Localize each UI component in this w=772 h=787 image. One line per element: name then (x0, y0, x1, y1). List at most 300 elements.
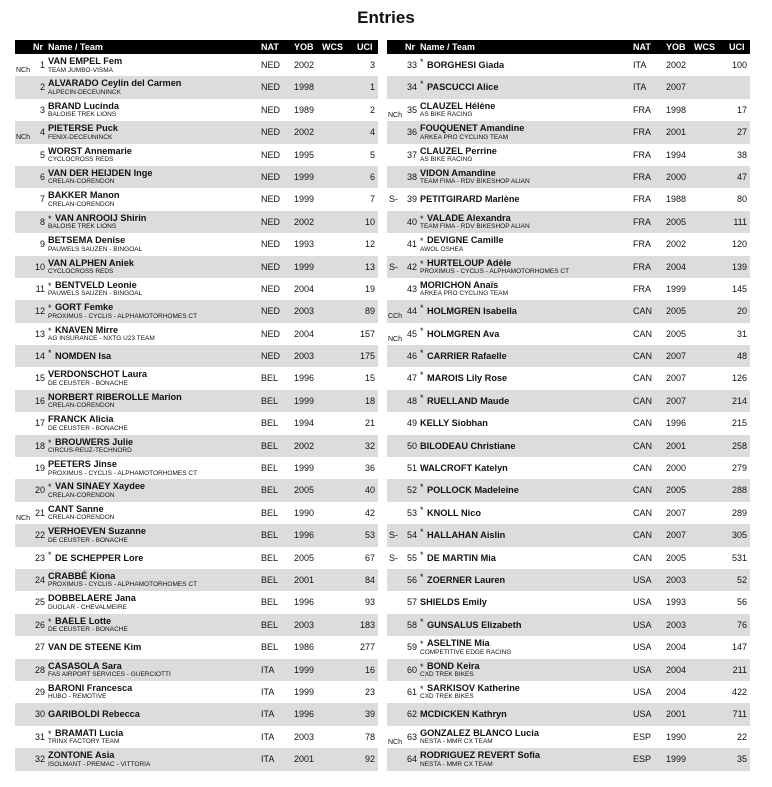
table-row (387, 659, 750, 681)
row-uci: 12 (364, 239, 375, 250)
row-uci: 2 (369, 104, 375, 115)
rider-name: BAELE Lotte (55, 615, 112, 626)
row-nat: USA (633, 642, 652, 653)
rider-name: CASASOLA Sara (48, 660, 122, 671)
row-uci: 93 (364, 597, 375, 608)
rider-team: CYCLOCROSS REDS (48, 268, 114, 276)
row-yob: 2004 (294, 283, 315, 294)
rider-team: DE CEUSTER - BONACHE (48, 379, 128, 387)
row-nat: NED (261, 283, 281, 294)
row-nr: 29 (34, 686, 45, 697)
row-nr: 38 (406, 171, 417, 182)
rider-name: ASELTINE Mia (427, 638, 490, 649)
table-row (387, 256, 750, 278)
rider-name: FRANCK Alicia (48, 414, 114, 425)
rider-team: TEAM FIMA - RDV BIKESHOP ALIAN (420, 223, 530, 231)
rider-name: SARKISOV Katherine (427, 682, 520, 693)
row-star: * (420, 303, 424, 314)
row-nat: BEL (261, 530, 279, 541)
row-status: S- (389, 530, 398, 541)
rider-name: RODRIGUEZ REVERT Sofia (420, 750, 540, 761)
rider-name: HURTELOUP Adèle (427, 257, 512, 268)
row-nr: 53 (406, 507, 417, 518)
row-nat: NED (261, 149, 281, 160)
row-uci: 10 (364, 216, 375, 227)
table-row (387, 367, 750, 389)
row-uci: 42 (364, 507, 375, 518)
rider-name: CLAUZEL Perrine (420, 145, 497, 156)
row-status: S- (389, 194, 398, 205)
row-nat: FRA (633, 239, 651, 250)
row-nr: 58 (406, 619, 417, 630)
row-nat: FRA (633, 104, 651, 115)
row-yob: 2001 (294, 574, 315, 585)
table-row (15, 726, 378, 748)
row-yob: 1993 (294, 239, 315, 250)
row-nat: NED (261, 351, 281, 362)
row-uci: 258 (731, 440, 747, 451)
row-star: * (420, 325, 424, 336)
rider-name: BARONI Francesca (48, 682, 133, 693)
row-yob: 2007 (666, 351, 687, 362)
row-yob: 2007 (666, 82, 687, 93)
row-nr: 24 (34, 574, 45, 585)
rider-name: BETSEMA Denise (48, 235, 126, 246)
rider-name: PETITGIRARD Marlène (420, 194, 520, 205)
row-uci: 15 (364, 373, 375, 384)
row-nr: 22 (34, 530, 45, 541)
row-star: * (48, 280, 52, 291)
row-nr: 3 (39, 104, 45, 115)
row-nat: ITA (261, 754, 275, 765)
rider-team: FAS AIRPORT SERVICES - GUERCIOTTI (48, 671, 171, 679)
rider-team: CXD TREK BIKES (420, 693, 474, 701)
rider-name: CARRIER Rafaelle (427, 351, 507, 362)
row-yob: 1999 (294, 261, 315, 272)
row-nat: BEL (261, 597, 279, 608)
row-uci: 35 (736, 754, 747, 765)
row-nr: 60 (406, 664, 417, 675)
table-row (15, 412, 378, 434)
rider-name: ALVARADO Ceylin del Carmen (48, 78, 182, 89)
row-nat: FRA (633, 171, 651, 182)
header-yob: YOB (294, 42, 314, 52)
row-nr: 55 (406, 552, 417, 563)
table-row (15, 211, 378, 233)
row-uci: 48 (736, 351, 747, 362)
rider-name: ZONTONE Asia (48, 750, 115, 761)
row-nr: 12 (34, 306, 45, 317)
row-nat: BEL (261, 619, 279, 630)
row-nat: CAN (633, 418, 653, 429)
row-yob: 1988 (666, 194, 687, 205)
row-nr: 15 (34, 373, 45, 384)
rider-name: VALADE Alexandra (427, 212, 511, 223)
rider-team: HUBO - REMOTIVE (48, 693, 107, 701)
row-yob: 1996 (294, 373, 315, 384)
row-uci: 27 (736, 127, 747, 138)
row-yob: 2005 (666, 552, 687, 563)
row-nat: CAN (633, 463, 653, 474)
table-row (387, 502, 750, 524)
row-uci: 1 (369, 82, 375, 93)
rider-name: BOND Keira (427, 660, 480, 671)
rider-name: GONZALEZ BLANCO Lucia (420, 727, 539, 738)
row-nr: 40 (406, 216, 417, 227)
row-nr: 14 (34, 351, 45, 362)
row-yob: 2005 (294, 552, 315, 563)
row-star: * (420, 661, 424, 672)
row-nat: BEL (261, 552, 279, 563)
row-uci: 111 (733, 216, 747, 227)
row-nr: 59 (406, 642, 417, 653)
row-uci: 100 (731, 60, 747, 70)
row-star: * (420, 57, 424, 67)
rider-team: PAUWELS SAUZEN - BINGOAL (48, 245, 143, 253)
rider-name: HOLMGREN Ava (427, 328, 500, 339)
table-row (15, 233, 378, 255)
row-nat: ITA (261, 709, 275, 720)
row-star: * (420, 213, 424, 224)
row-uci: 422 (731, 686, 747, 697)
row-nat: CAN (633, 552, 653, 563)
table-row (387, 278, 750, 300)
row-star: * (48, 437, 52, 448)
row-nat: USA (633, 709, 652, 720)
row-nr: 57 (406, 597, 417, 608)
row-uci: 39 (364, 709, 375, 720)
row-yob: 2001 (666, 127, 687, 138)
row-uci: 92 (364, 754, 375, 765)
row-star: * (48, 348, 52, 359)
table-row (15, 144, 378, 166)
table-row (387, 681, 750, 703)
table-row (387, 479, 750, 501)
row-nr: 1 (39, 60, 45, 70)
table-row (387, 76, 750, 98)
table-row (15, 256, 378, 278)
row-nat: NED (261, 82, 281, 93)
row-status: S- (389, 261, 398, 272)
rider-name: DOBBELAERE Jana (48, 593, 136, 604)
rider-name: GORT Femke (55, 302, 114, 313)
row-uci: 3 (369, 60, 375, 70)
row-star: * (420, 348, 424, 359)
row-nat: BEL (261, 418, 279, 429)
row-nr: 36 (406, 127, 417, 138)
table-row (15, 188, 378, 210)
row-nat: USA (633, 686, 652, 697)
row-nr: 46 (406, 351, 417, 362)
row-nat: BEL (261, 642, 279, 653)
row-yob: 2007 (666, 507, 687, 518)
table-row (387, 703, 750, 725)
row-uci: 183 (359, 619, 375, 630)
row-nr: 63 (406, 731, 417, 742)
row-star: * (420, 482, 424, 493)
row-nr: 31 (34, 731, 45, 742)
row-yob: 1999 (294, 171, 315, 182)
rider-team: PROXIMUS - CYCLIS - ALPHAMOTORHOMES CT (48, 581, 198, 589)
table-row (15, 636, 378, 658)
header-wcs: WCS (322, 42, 343, 52)
table-row (387, 412, 750, 434)
row-nr: 33 (406, 60, 417, 70)
table-row (15, 502, 378, 524)
row-yob: 2004 (666, 686, 687, 697)
row-star: * (420, 236, 424, 247)
row-uci: 157 (359, 328, 375, 339)
rider-name: WALCROFT Katelyn (420, 463, 508, 474)
row-yob: 2005 (294, 485, 315, 496)
rider-team: CRELAN-CORENDON (48, 200, 115, 208)
row-uci: 36 (364, 463, 375, 474)
table-row (387, 54, 750, 76)
rider-name: PIETERSE Puck (48, 123, 118, 134)
table-row (15, 659, 378, 681)
row-uci: 23 (364, 686, 375, 697)
row-nr: 26 (34, 619, 45, 630)
row-nr: 16 (34, 395, 45, 406)
rider-team: ISOLMANT - PREMAC - VITTORIA (48, 760, 151, 768)
table-row (15, 524, 378, 546)
rider-name: VIDON Amandine (420, 167, 496, 178)
rider-name: KELLY Siobhan (420, 418, 488, 429)
row-nat: NED (261, 171, 281, 182)
row-yob: 1999 (666, 754, 687, 765)
rider-name: BRAMATI Lucia (55, 727, 124, 738)
row-uci: 279 (731, 463, 747, 474)
header-nat: NAT (633, 42, 651, 52)
row-nat: FRA (633, 127, 651, 138)
row-nr: 18 (34, 440, 45, 451)
row-nat: FRA (633, 283, 651, 294)
row-nr: 47 (406, 373, 417, 384)
row-nr: 50 (406, 440, 417, 451)
row-yob: 2003 (666, 574, 687, 585)
row-nat: CAN (633, 530, 653, 541)
row-nat: USA (633, 664, 652, 675)
rider-name: VAN DE STEENE Kim (48, 642, 142, 653)
row-uci: 76 (736, 619, 747, 630)
row-nr: 61 (406, 686, 417, 697)
rider-team: AWOL OSHEA (420, 245, 464, 253)
row-nat: NED (261, 328, 281, 339)
row-yob: 2002 (294, 216, 315, 227)
row-yob: 1996 (294, 597, 315, 608)
row-yob: 1990 (666, 731, 687, 742)
rider-name: HOLMGREN Isabella (427, 306, 517, 317)
row-uci: 52 (736, 574, 747, 585)
rider-team: DE CEUSTER - BONACHE (48, 536, 128, 544)
row-uci: 78 (364, 731, 375, 742)
row-nr: 25 (34, 597, 45, 608)
row-nr: 6 (39, 171, 45, 182)
row-nr: 8 (39, 216, 45, 227)
table-row (387, 614, 750, 636)
rider-name: DE SCHEPPER Lore (55, 552, 144, 563)
table-header (15, 40, 378, 54)
row-uci: 531 (731, 552, 747, 563)
row-nat: NED (261, 194, 281, 205)
rider-team: TEAM FIMA - RDV BIKESHOP ALIAN (420, 178, 530, 186)
row-nat: CAN (633, 373, 653, 384)
rider-name: BAKKER Manon (48, 190, 120, 201)
row-nat: NED (261, 127, 281, 138)
row-nat: ITA (261, 686, 275, 697)
row-nat: BEL (261, 440, 279, 451)
row-nr: 27 (34, 642, 45, 653)
header-nr: Nr (33, 42, 44, 52)
row-nat: BEL (261, 463, 279, 474)
table-row (15, 703, 378, 725)
row-uci: 17 (736, 104, 747, 115)
row-nr: 48 (406, 395, 417, 406)
table-row (15, 569, 378, 591)
row-nr: 41 (406, 239, 417, 250)
entries-table-left (15, 40, 378, 771)
table-row (15, 367, 378, 389)
row-yob: 1999 (294, 664, 315, 675)
row-yob: 2000 (666, 463, 687, 474)
row-yob: 1994 (666, 149, 687, 160)
row-nr: 28 (34, 664, 45, 675)
row-yob: 2002 (294, 60, 315, 70)
row-yob: 2002 (294, 440, 315, 451)
row-yob: 2002 (666, 239, 687, 250)
row-star: * (420, 392, 424, 403)
row-star: * (420, 258, 424, 269)
row-uci: 305 (731, 530, 747, 541)
row-yob: 1996 (666, 418, 687, 429)
table-row (387, 99, 750, 121)
row-nat: NED (261, 261, 281, 272)
row-yob: 2004 (666, 642, 687, 653)
row-status: S- (389, 552, 398, 563)
row-nr: 37 (406, 149, 417, 160)
rider-name: VAN SINAEY Xaydee (55, 481, 146, 492)
table-row (387, 435, 750, 457)
table-row (15, 681, 378, 703)
row-star: * (48, 213, 52, 224)
row-nr: 13 (34, 328, 45, 339)
rider-name: BILODEAU Christiane (420, 440, 516, 451)
rider-name: PASCUCCI Alice (427, 82, 499, 93)
row-nat: BEL (261, 485, 279, 496)
rider-name: MORICHON Anaïs (420, 279, 499, 290)
rider-name: CRABBÉ Kiona (48, 570, 116, 581)
table-row (15, 345, 378, 367)
row-star: * (420, 504, 424, 515)
row-star: * (48, 303, 52, 314)
row-nr: 42 (406, 261, 417, 272)
row-uci: 7 (369, 194, 375, 205)
row-yob: 2001 (666, 440, 687, 451)
row-yob: 2004 (666, 664, 687, 675)
row-nat: ITA (633, 60, 647, 70)
row-nat: ITA (261, 664, 275, 675)
row-star: * (48, 616, 52, 627)
table-row (15, 278, 378, 300)
row-star: * (48, 728, 52, 739)
row-uci: 40 (364, 485, 375, 496)
header-name: Name / Team (48, 42, 103, 52)
row-uci: 20 (736, 306, 747, 317)
rider-name: WORST Annemarie (48, 145, 132, 156)
row-nat: ESP (633, 731, 652, 742)
row-star: * (420, 616, 424, 627)
rider-name: PEETERS Jinse (48, 459, 117, 470)
table-row (387, 569, 750, 591)
row-nat: NED (261, 104, 281, 115)
row-nr: 20 (34, 485, 45, 496)
row-nat: CAN (633, 440, 653, 451)
rider-name: MAROIS Lily Rose (427, 373, 508, 384)
row-yob: 2005 (666, 216, 687, 227)
row-nr: 10 (34, 261, 45, 272)
row-nr: 54 (406, 530, 417, 541)
row-star: * (48, 482, 52, 493)
rider-team: ARKEA PRO CYCLING TEAM (420, 133, 509, 141)
table-row (387, 591, 750, 613)
row-nr: 45 (406, 328, 417, 339)
row-nat: CAN (633, 485, 653, 496)
row-nat: ITA (261, 731, 275, 742)
table-row (15, 591, 378, 613)
row-yob: 1999 (294, 194, 315, 205)
rider-team: ALPECIN-DECEUNINCK (48, 88, 121, 96)
table-row (387, 726, 750, 748)
rider-team: PROXIMUS - CYCLIS - ALPHAMOTORHOMES CT (420, 268, 570, 276)
row-uci: 214 (731, 395, 747, 406)
row-yob: 1993 (666, 597, 687, 608)
rider-team: CXD TREK BIKES (420, 671, 474, 679)
row-uci: 211 (732, 664, 747, 675)
row-star: * (420, 571, 424, 582)
row-uci: 5 (369, 149, 375, 160)
row-yob: 2001 (294, 754, 315, 765)
rider-team: CRELAN-CORENDON (48, 178, 115, 186)
row-uci: 18 (364, 395, 375, 406)
row-nr: 32 (34, 754, 45, 765)
table-row (15, 76, 378, 98)
table-row (15, 435, 378, 457)
row-uci: 80 (736, 194, 747, 205)
rider-name: POLLOCK Madeleine (427, 485, 519, 496)
row-uci: 126 (731, 373, 747, 384)
row-uci: 38 (736, 149, 747, 160)
table-row (387, 547, 750, 569)
rider-team: CYCLOCROSS REDS (48, 156, 114, 164)
row-uci: 56 (736, 597, 747, 608)
row-uci: 711 (732, 709, 747, 720)
row-uci: 139 (731, 261, 747, 272)
row-nat: USA (633, 619, 652, 630)
rider-team: FENIX-DECEUNINCK (48, 133, 113, 141)
row-uci: 32 (364, 440, 375, 451)
row-yob: 1996 (294, 709, 315, 720)
row-star: * (420, 639, 424, 650)
table-row (387, 524, 750, 546)
row-yob: 2007 (666, 395, 687, 406)
row-nr: 17 (34, 418, 45, 429)
rider-name: DE MARTIN Mia (427, 552, 496, 563)
row-nat: USA (633, 597, 652, 608)
row-uci: 84 (364, 574, 375, 585)
row-yob: 1998 (294, 82, 315, 93)
row-uci: 288 (731, 485, 747, 496)
row-nr: 9 (39, 239, 45, 250)
